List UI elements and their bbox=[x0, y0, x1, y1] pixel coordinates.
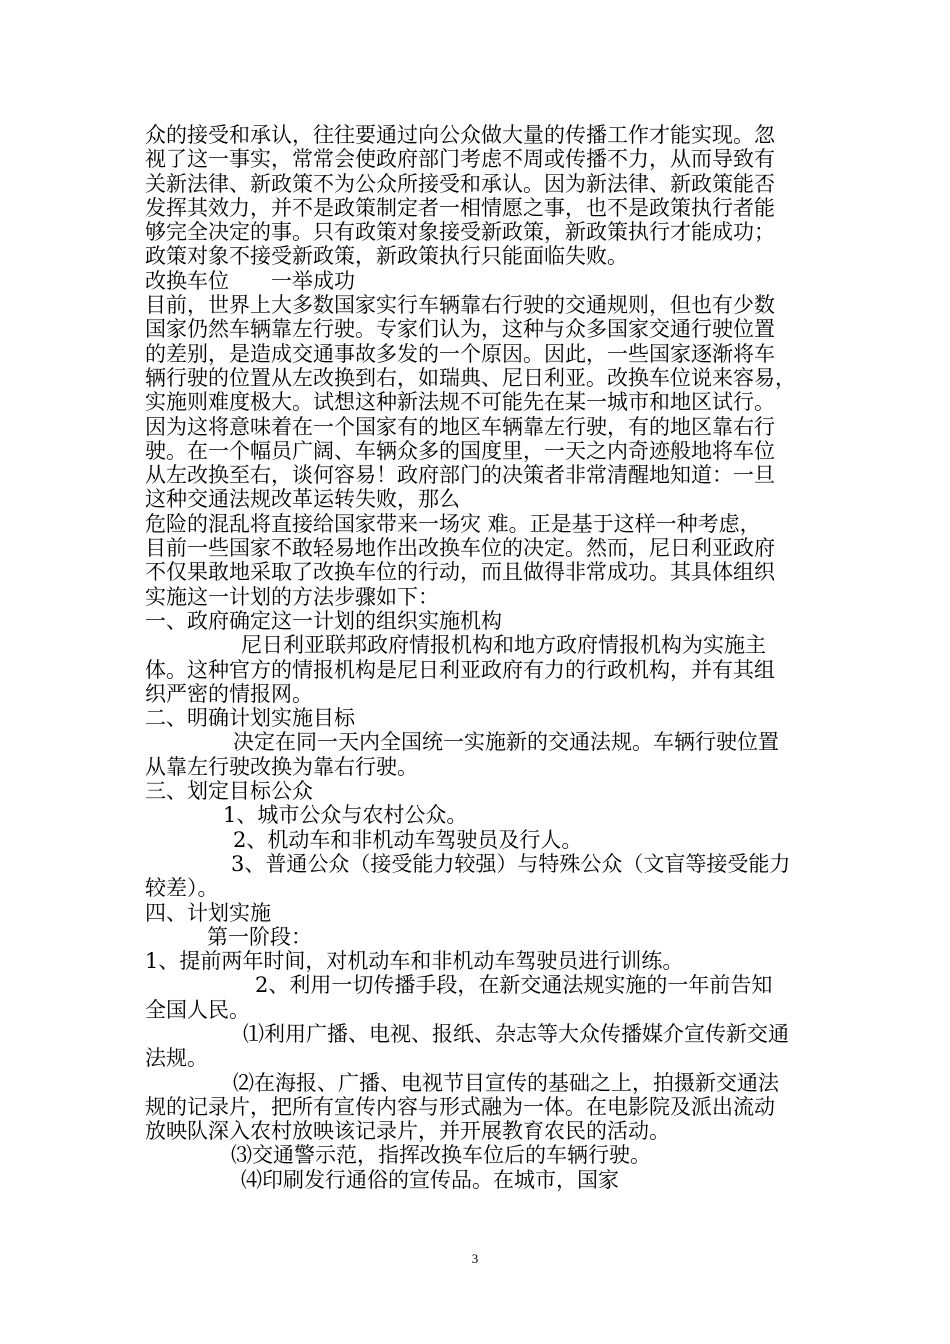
text-line: ⑷印刷发行通俗的宣传品。在城市，国家 bbox=[241, 1167, 619, 1192]
text-line: 全国人民。 bbox=[145, 997, 250, 1022]
text-line: ⑴利用广播、电视、报纸、杂志等大众传播媒介宣传新交通 bbox=[243, 1021, 789, 1046]
text-line: 四、计划实施 bbox=[145, 900, 271, 925]
text-line: 视了这一事实，常常会使政府部门考虑不周或传播不力，从而导致有 bbox=[145, 147, 775, 172]
text-line: 体。这种官方的情报机构是尼日利亚政府有力的行政机构，并有其组 bbox=[145, 657, 775, 682]
text-line: 法规。 bbox=[145, 1046, 208, 1071]
text-line: 放映队深入农村放映该记录片，并开展教育农民的活动。 bbox=[145, 1119, 670, 1144]
text-line: 众的接受和承认，往往要通过向公众做大量的传播工作才能实现。忽 bbox=[145, 123, 775, 147]
text-line: 国家仍然车辆靠左行驶。专家们认为，这种与众多国家交通行驶位置 bbox=[145, 317, 775, 342]
text-line: 辆行驶的位置从左改换到右，如瑞典、尼日利亚。改换车位说来容易， bbox=[145, 365, 796, 390]
text-line: 从左改换至右，谈何容易！政府部门的决策者非常清醒地知道：一旦 bbox=[145, 463, 775, 488]
text-line: 二、明确计划实施目标 bbox=[145, 706, 355, 731]
text-line: 政策对象不接受新政策，新政策执行只能面临失败。 bbox=[145, 244, 628, 269]
text-line: 尼日利亚联邦政府情报机构和地方政府情报机构为实施主 bbox=[241, 633, 766, 658]
text-line: 的差别，是造成交通事故多发的一个原因。因此，一些国家逐渐将车 bbox=[145, 341, 775, 366]
text-line: 1、提前两年时间，对机动车和非机动车驾驶员进行训练。 bbox=[145, 949, 684, 974]
text-line: ⑶交通警示范，指挥改换车位后的车辆行驶。 bbox=[231, 1143, 651, 1168]
text-line: 实施这一计划的方法步骤如下： bbox=[145, 584, 439, 609]
text-line: 驶。在一个幅员广阔、车辆众多的国度里，一天之内奇迹般地将车位 bbox=[145, 438, 775, 463]
text-line: ⑵在海报、广播、电视节目宣传的基础之上，拍摄新交通法 bbox=[233, 1070, 779, 1095]
text-line: 一、政府确定这一计划的组织实施机构 bbox=[145, 608, 502, 633]
text-line: 这种交通法规改革运转失败，那么 bbox=[145, 487, 460, 512]
text-line: 目前一些国家不敢轻易地作出改换车位的决定。然而，尼日利亚政府 bbox=[145, 536, 775, 561]
text-line: 够完全决定的事。只有政策对象接受新政策，新政策执行才能成功； bbox=[145, 220, 775, 245]
text-line: 决定在同一天内全国统一实施新的交通法规。车辆行驶位置 bbox=[233, 730, 779, 755]
text-line: 从靠左行驶改换为靠右行驶。 bbox=[145, 754, 418, 779]
text-line: 危险的混乱将直接给国家带来一场灾 难。正是基于这样一种考虑， bbox=[145, 511, 761, 536]
text-line: 因为这将意味着在一个国家有的地区车辆靠左行驶，有的地区靠右行 bbox=[145, 414, 775, 439]
text-line: 目前，世界上大多数国家实行车辆靠右行驶的交通规则，但也有少数 bbox=[145, 293, 775, 318]
text-line: 关新法律、新政策不为公众所接受和承认。因为新法律、新政策能否 bbox=[145, 171, 775, 196]
text-line: 改换车位 一举成功 bbox=[145, 268, 355, 293]
text-line: 2、利用一切传播手段，在新交通法规实施的一年前告知 bbox=[255, 973, 773, 998]
text-line: 三、划定目标公众 bbox=[145, 779, 313, 804]
text-line: 织严密的情报网。 bbox=[145, 681, 313, 706]
text-line: 不仅果敢地采取了改换车位的行动，而且做得非常成功。其具体组织 bbox=[145, 560, 775, 585]
text-line: 规的记录片，把所有宣传内容与形式融为一体。在电影院及派出流动 bbox=[145, 1094, 775, 1119]
text-line: 实施则难度极大。试想这种新法规不可能先在某一城市和地区试行。 bbox=[145, 390, 775, 415]
text-line: 1、城市公众与农村公众。 bbox=[223, 803, 468, 828]
text-line: 3、普通公众（接受能力较强）与特殊公众（文盲等接受能力 bbox=[231, 851, 791, 876]
text-line: 较差）。 bbox=[145, 876, 219, 901]
text-line: 第一阶段： bbox=[207, 924, 312, 949]
text-line: 2、机动车和非机动车驾驶员及行人。 bbox=[233, 827, 583, 852]
text-line: 发挥其效力，并不是政策制定者一相情愿之事，也不是政策执行者能 bbox=[145, 195, 775, 220]
page-number: 3 bbox=[471, 1251, 479, 1266]
document-body bbox=[145, 123, 815, 1192]
